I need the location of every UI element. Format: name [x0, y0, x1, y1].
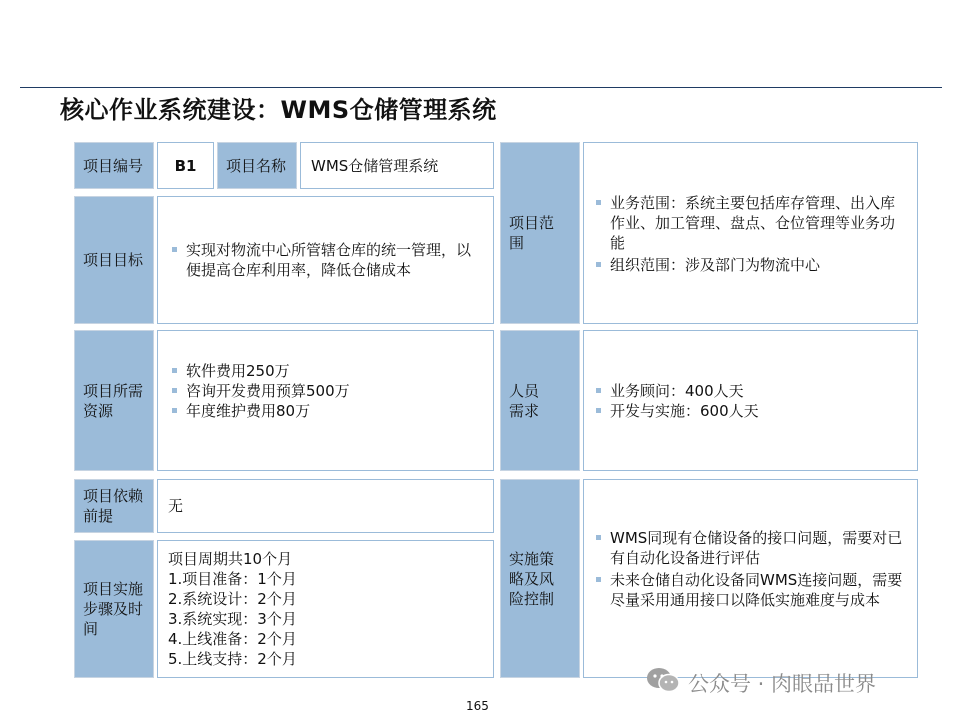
list-item: 实现对物流中心所管辖仓库的统一管理，以便提高仓库利用率，降低仓储成本 [168, 240, 479, 280]
project-prereq-value: 无 [168, 497, 184, 515]
project-scope-list [592, 193, 903, 275]
steps-line: 1.项目准备：1个月 [168, 570, 297, 588]
list-item: 业务范围：系统主要包括库存管理、出入库作业、加工管理、盘点、仓位管理等业务功能 [592, 193, 903, 253]
project-goal-label-text: 项目目标 [83, 251, 144, 269]
list-item: 开发与实施：600人天 [592, 401, 759, 421]
project-name-value-text: WMS仓储管理系统 [311, 156, 439, 175]
project-id-label-text: 项目编号 [83, 156, 144, 175]
project-id-value [157, 142, 214, 189]
staff-need-content [583, 330, 918, 471]
project-resource-content [157, 330, 494, 471]
steps-line: 5.上线支持：2个月 [168, 650, 297, 668]
steps-line: 3.系统实现：3个月 [168, 610, 297, 628]
project-id-value-text: B1 [174, 156, 197, 175]
list-item: 未来仓储自动化设备同WMS连接问题，需要尽量采用通用接口以降低实施难度与成本 [592, 570, 907, 610]
risk-control-label-text: 实施策略及风险控制 [509, 549, 555, 608]
project-name-label [217, 142, 297, 189]
list-item: WMS同现有仓储设备的接口问题，需要对已有自动化设备进行评估 [592, 528, 907, 568]
list-item: 软件费用250万 [168, 361, 483, 381]
project-name-value [300, 142, 494, 189]
project-steps-label [74, 540, 154, 678]
wechat-icon [646, 666, 680, 699]
header-rule [20, 87, 942, 88]
watermark [646, 666, 876, 699]
project-goal-list [168, 240, 479, 280]
risk-control-label [500, 479, 580, 678]
project-resource-label [74, 330, 154, 471]
staff-need-label-text: 人员需求 [509, 381, 540, 420]
project-goal-label [74, 196, 154, 324]
risk-control-list [592, 528, 907, 610]
project-resource-label-text: 项目所需资源 [83, 381, 144, 420]
project-id-label [74, 142, 154, 189]
project-scope-label [500, 142, 580, 324]
project-scope-label-text: 项目范围 [509, 214, 555, 252]
project-scope-content [583, 142, 918, 324]
steps-line: 项目周期共10个月 [168, 550, 293, 568]
list-item: 咨询开发费用预算500万 [168, 381, 483, 401]
steps-line: 2.系统设计：2个月 [168, 590, 297, 608]
project-goal-content [157, 196, 494, 324]
project-prereq-content [157, 479, 494, 533]
staff-need-list [592, 381, 759, 421]
risk-control-content [583, 479, 918, 678]
page-title: 核心作业系统建设：WMS仓储管理系统 [60, 96, 497, 124]
project-prereq-label-text: 项目依赖前提 [83, 487, 144, 525]
project-name-label-text: 项目名称 [226, 156, 287, 175]
staff-need-label [500, 330, 580, 471]
page-number: 165 [466, 699, 489, 713]
steps-line: 4.上线准备：2个月 [168, 630, 297, 648]
list-item: 组织范围：涉及部门为物流中心 [592, 255, 903, 275]
project-steps-label-text: 项目实施步骤及时间 [83, 580, 144, 638]
project-prereq-label [74, 479, 154, 533]
project-resource-list [168, 361, 483, 421]
list-item: 年度维护费用80万 [168, 401, 483, 421]
project-steps-content [157, 540, 494, 678]
watermark-text: 公众号 · 肉眼品世界 [688, 671, 877, 696]
list-item: 业务顾问：400人天 [592, 381, 759, 401]
